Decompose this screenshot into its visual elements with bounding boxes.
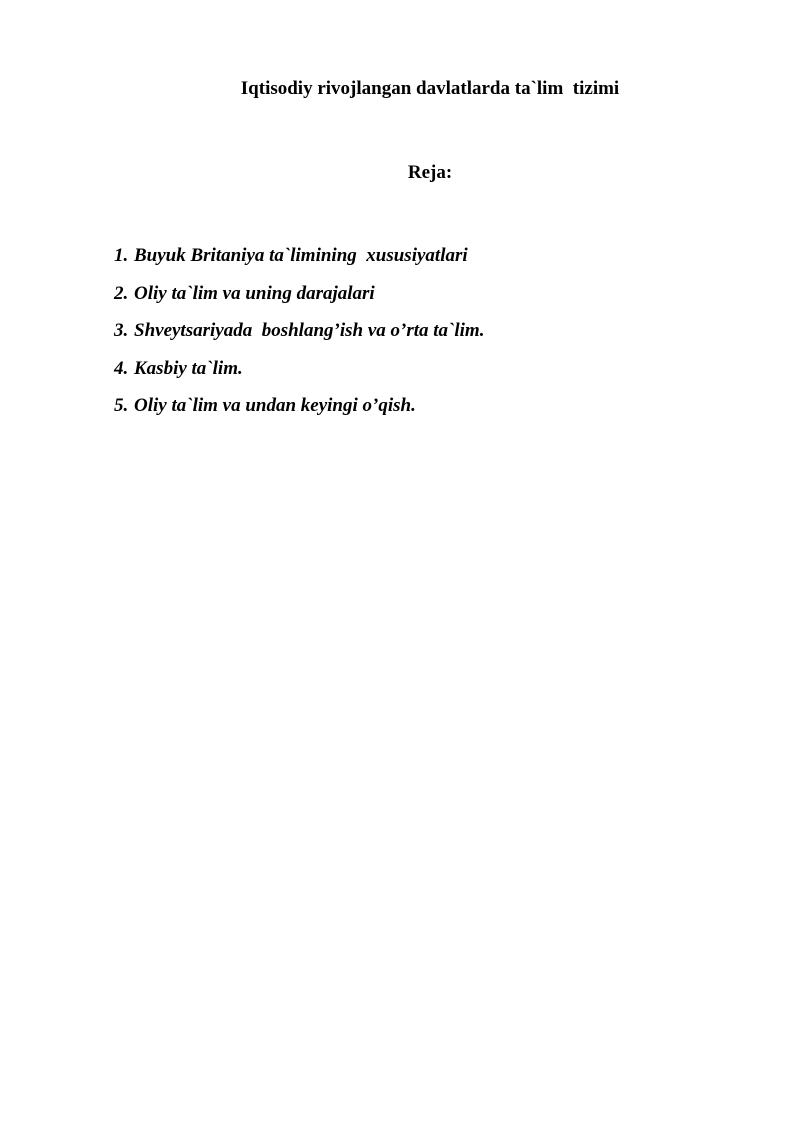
plan-item-text: Shveytsariyada boshlang’ish va o’rta ta`lim.: [134, 320, 485, 341]
plan-item: [114, 282, 484, 320]
plan-item-text: Oliy ta`lim va undan keyingi o’qish.: [134, 395, 416, 416]
plan-item-number: 2.: [114, 282, 129, 304]
plan-item-number: 1.: [114, 245, 129, 266]
plan-item: [114, 394, 484, 432]
plan-list: [114, 244, 484, 432]
plan-item-text: Oliy ta`lim va uning darajalari: [134, 282, 375, 304]
plan-item: [114, 319, 484, 357]
plan-item: [114, 244, 484, 282]
document-title: Iqtisodiy rivojlangan davlatlarda ta`lim tizimi: [240, 78, 620, 99]
plan-heading: Reja:: [407, 162, 453, 183]
plan-item-text: Kasbiy ta`lim.: [134, 357, 243, 379]
plan-item-number: 4.: [114, 357, 129, 379]
plan-item-number: 3.: [114, 320, 129, 341]
plan-item: [114, 357, 484, 395]
plan-item-text: Buyuk Britaniya ta`limining xususiyatlari: [134, 245, 468, 266]
plan-item-number: 5.: [114, 395, 129, 416]
